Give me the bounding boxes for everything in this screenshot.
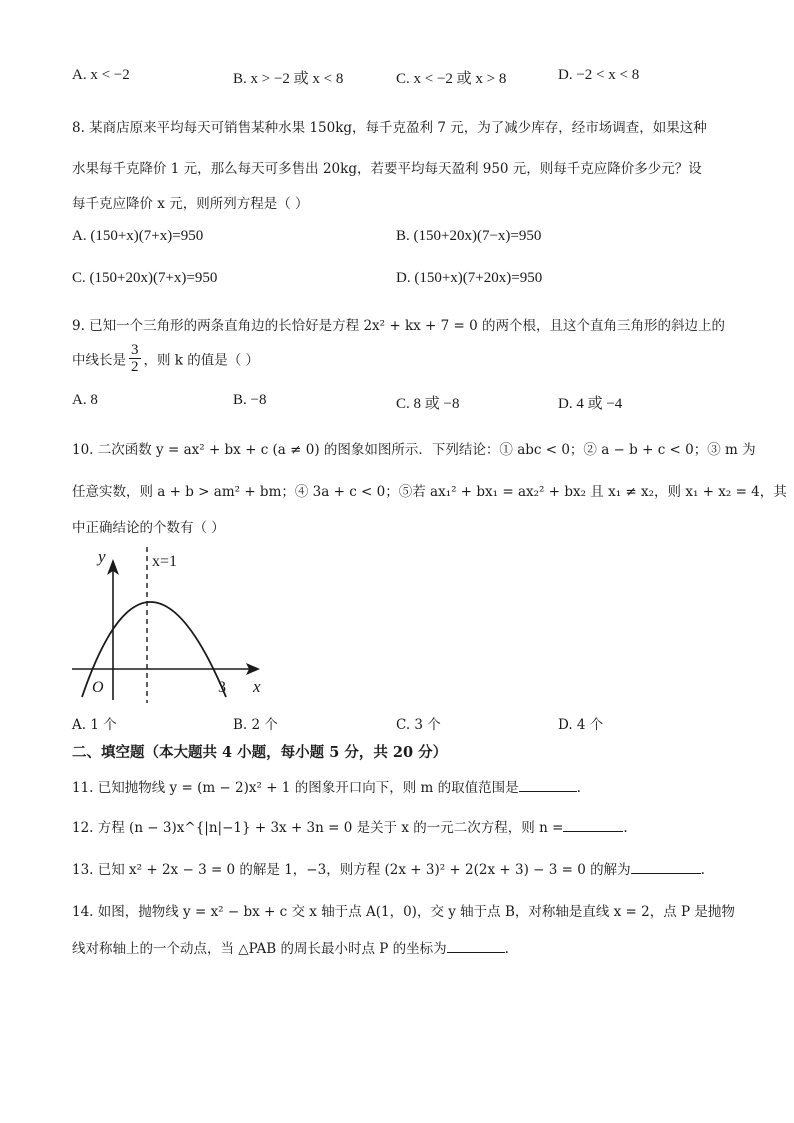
q14-stem-line2 — [72, 937, 509, 957]
q13-text: 13. 已知 x² + 2x − 3 = 0 的解是 1，−3，则方程 (2x + 3)² + 2(2x + 3) − 3 = 0 的解为 — [72, 862, 631, 878]
q11-text: 11. 已知抛物线 y = (m − 2)x² + 1 的图象开口向下，则 m 的取值范围是 — [72, 780, 519, 796]
q10-label-origin: O — [92, 679, 104, 696]
section-heading-fill-blank: 二、填空题（本大题共 4 小题，每小题 5 分，共 20 分） — [72, 744, 448, 761]
q14-stem-line1: 14. 如图，抛物线 y = x² − bx + c 交 x 轴于点 A(1，0)，交 y 轴于点 B，对称轴是直线 x = 2，点 P 是抛物 — [72, 904, 735, 920]
q12-answer-blank[interactable] — [563, 819, 623, 832]
q7-option-b: B. x > −2 或 x < 8 — [233, 71, 344, 87]
q7-option-d: D. −2 < x < 8 — [558, 67, 640, 83]
q9-median-label: 中线长是 — [72, 352, 126, 369]
q7-option-c: C. x < −2 或 x > 8 — [396, 71, 507, 87]
q9-stem-line1: 9. 已知一个三角形的两条直角边的长恰好是方程 2x² + kx + 7 = 0 的两个根，且这个直角三角形的斜边上的 — [72, 318, 726, 334]
q9-stem-line2 — [72, 342, 259, 375]
q12-text: 12. 方程 (n − 3)x^{|n|−1} + 3x + 3n = 0 是关于 x 的一元二次方程，则 n = — [72, 820, 564, 836]
q10-option-b: B. 2 个 — [233, 717, 278, 733]
q9-fraction — [129, 342, 141, 375]
q8-stem-line1: 8. 某商店原来平均每天可销售某种水果 150kg，每千克盈利 7 元，为了减少库存，经市场调查，如果这种 — [72, 120, 707, 136]
q13-answer-blank[interactable] — [631, 861, 701, 874]
q8-option-c: C. (150+20x)(7+x)=950 — [72, 270, 218, 286]
q9-option-c: C. 8 或 −8 — [396, 396, 460, 412]
q10-stem-line1: 10. 二次函数 y = ax² + bx + c (a ≠ 0) 的图象如图所示．下列结论：① abc < 0；② a − b + c < 0；③ m 为 — [72, 442, 756, 458]
q10-label-three: 3 — [218, 679, 226, 696]
q9-option-a: A. 8 — [72, 392, 98, 408]
q9-option-d: D. 4 或 −4 — [558, 396, 623, 412]
q8-option-a: A. (150+x)(7+x)=950 — [72, 228, 204, 244]
q9-fraction-denominator: 2 — [131, 359, 139, 375]
q10-parabola-curve — [82, 602, 226, 697]
q13-end: . — [700, 862, 705, 878]
q8-stem-line3: 每千克应降价 x 元，则所列方程是（ ） — [72, 196, 309, 212]
q9-fraction-numerator: 3 — [131, 342, 139, 358]
q14-text: 线对称轴上的一个动点，当 △PAB 的周长最小时点 P 的坐标为 — [72, 941, 447, 957]
q10-stem-line3: 中正确结论的个数有（ ） — [72, 520, 225, 536]
q11-end: . — [576, 780, 581, 796]
q7-option-a: A. x < −2 — [72, 67, 130, 83]
q8-stem-line2: 水果每千克降价 1 元，那么每天可多售出 20kg，若要平均每天盈利 950 元，则每千克应降价多少元？设 — [72, 161, 702, 177]
q10-label-x: x — [253, 677, 261, 696]
q9-option-b: B. −8 — [233, 392, 267, 408]
q12-stem — [72, 816, 628, 836]
q14-answer-blank[interactable] — [447, 940, 505, 953]
q9-stem-tail: ，则 k 的值是（ ） — [143, 352, 260, 369]
q10-parabola-graph — [70, 545, 270, 705]
q10-option-c: C. 3 个 — [396, 717, 441, 733]
q10-option-d: D. 4 个 — [558, 717, 604, 733]
q11-answer-blank[interactable] — [519, 779, 577, 792]
q13-stem — [72, 858, 705, 878]
q10-stem-line2: 任意实数，则 a + b > am² + bm；④ 3a + c < 0；⑤若 ax₁² + bx₁ = ax₂² + bx₂ 且 x₁ ≠ x₂，则 x₁ + x₂ = 4，其 — [72, 484, 787, 500]
q11-stem — [72, 776, 581, 796]
q12-end: . — [623, 820, 628, 836]
q10-option-a: A. 1 个 — [72, 717, 117, 733]
q8-option-b: B. (150+20x)(7−x)=950 — [396, 228, 542, 244]
q8-option-d: D. (150+x)(7+20x)=950 — [396, 270, 543, 286]
q10-label-axis-eq: x=1 — [152, 553, 178, 570]
q14-end: . — [504, 941, 509, 957]
q10-label-y: y — [98, 547, 106, 566]
